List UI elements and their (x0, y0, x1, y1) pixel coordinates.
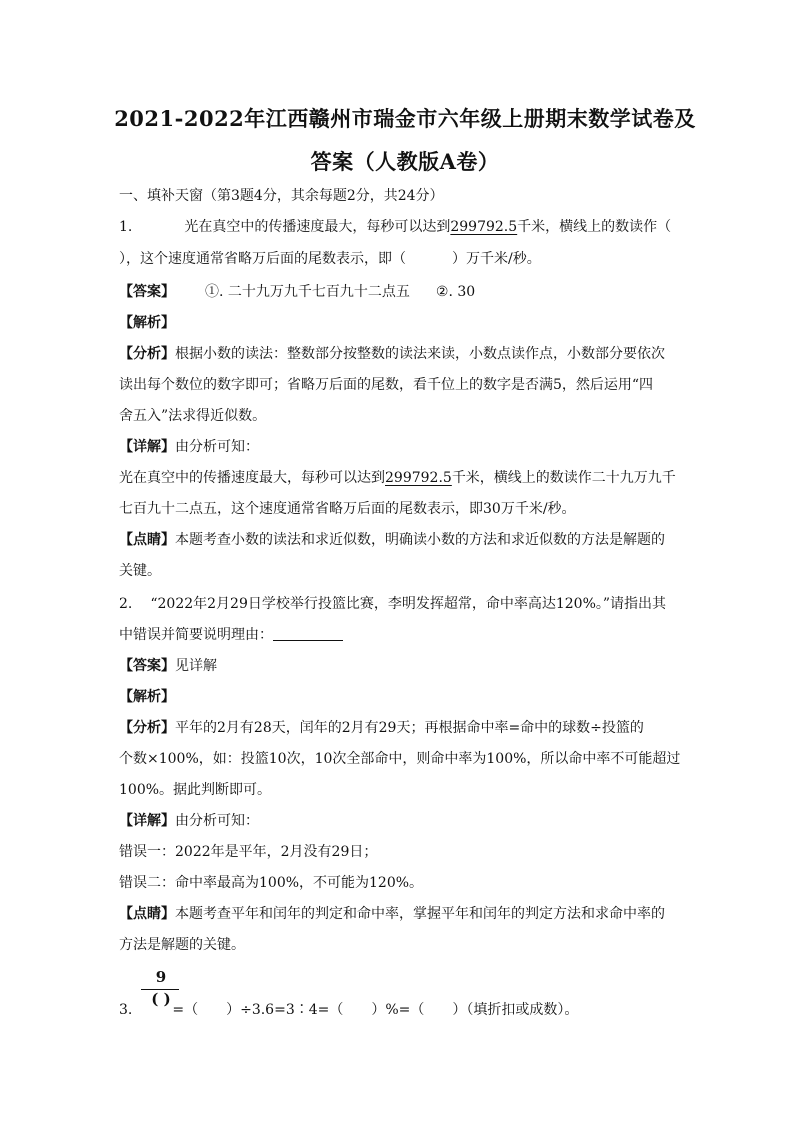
q1-detail-line-2: 七百九十二点五，这个速度通常省略万后面的尾数表示，即30万千米/秒。 (119, 501, 576, 517)
q2-answer: 【答案】见详解 (119, 658, 217, 674)
q2-comment-line-1: 【点睛】本题考查平年和闰年的判定和命中率，掌握平年和闰年的判定方法和求命中率的 (119, 906, 665, 922)
q1-comment-line-2: 关键。 (119, 563, 161, 579)
q1-number: 1. (119, 219, 133, 235)
q1-fenxi-line-1: 【分析】根据小数的读法：整数部分按整数的读法来读，小数点读作点，小数部分要依次 (119, 346, 665, 362)
q1-analysis-label: 【解析】 (119, 315, 175, 331)
q2-line-1: 2. “2022年2月29日学校举行投篮比赛，李明发挥超常，命中率高达120%。”请指出其 (119, 596, 667, 612)
q3-fraction-numerator: 9 (155, 968, 167, 986)
q2-analysis-label: 【解析】 (119, 689, 175, 705)
q1-answer: 【答案】 ①. 二十九万九千七百九十二点五 ②. 30 (119, 284, 476, 300)
q2-detail-line-1: 错误一：2022年是平年，2月没有29日； (119, 844, 378, 860)
page-title-line-2: 答案（人教版A卷） (310, 149, 500, 174)
q3-line-1: 3. =（ ）÷3.6=3∶4=（ ）%=（ ）（填折扣或成数）。 (119, 1002, 579, 1018)
q2-detail-line-2: 错误二：命中率最高为100%，不可能为120%。 (119, 875, 424, 891)
q1-line-1: 1. 光在真空中的传播速度最大，每秒可以达到299792.5千米，横线上的数读作（ (119, 219, 672, 235)
q2-answer-blank[interactable] (273, 626, 343, 641)
q3-fraction-denominator: ( ) (151, 990, 171, 1008)
q2-fenxi-line-3: 100%。据此判断即可。 (119, 782, 272, 798)
q1-underlined-number: 299792.5 (450, 219, 518, 235)
q2-line-2: 中错误并简要说明理由： (119, 625, 679, 645)
page-title-line-1: 2021-2022年江西赣州市瑞金市六年级上册期末数学试卷及 (114, 106, 696, 131)
q2-comment-line-2: 方法是解题的关键。 (119, 937, 245, 953)
q1-detail-line-1: 光在真空中的传播速度最大，每秒可以达到299792.5千米，横线上的数读作二十九万九千 (119, 470, 676, 486)
q2-fenxi-line-1: 【分析】平年的2月有28天，闰年的2月有29天；再根据命中率=命中的球数÷投篮的 (119, 720, 644, 736)
q1-fenxi-line-2: 读出每个数位的数字即可；省略万后面的尾数，看千位上的数字是否满5，然后运用“四 (119, 377, 654, 393)
q1-line-2: ），这个速度通常省略万后面的尾数表示，即（ ）万千米/秒。 (119, 251, 541, 267)
q1-detail-label: 【详解】由分析可知： (119, 439, 259, 455)
q2-fenxi-line-2: 个数×100%，如：投篮10次，10次全部命中，则命中率为100%，所以命中率不可能超过 (119, 751, 681, 767)
q1-fenxi-line-3: 舍五入”法求得近似数。 (119, 408, 267, 424)
section-header: 一、填补天窗（第3题4分，其余每题2分，共24分） (119, 188, 444, 204)
q2-detail-label: 【详解】由分析可知： (119, 813, 259, 829)
q1-comment-line-1: 【点睛】本题考查小数的读法和求近似数，明确读小数的方法和求近似数的方法是解题的 (119, 532, 665, 548)
